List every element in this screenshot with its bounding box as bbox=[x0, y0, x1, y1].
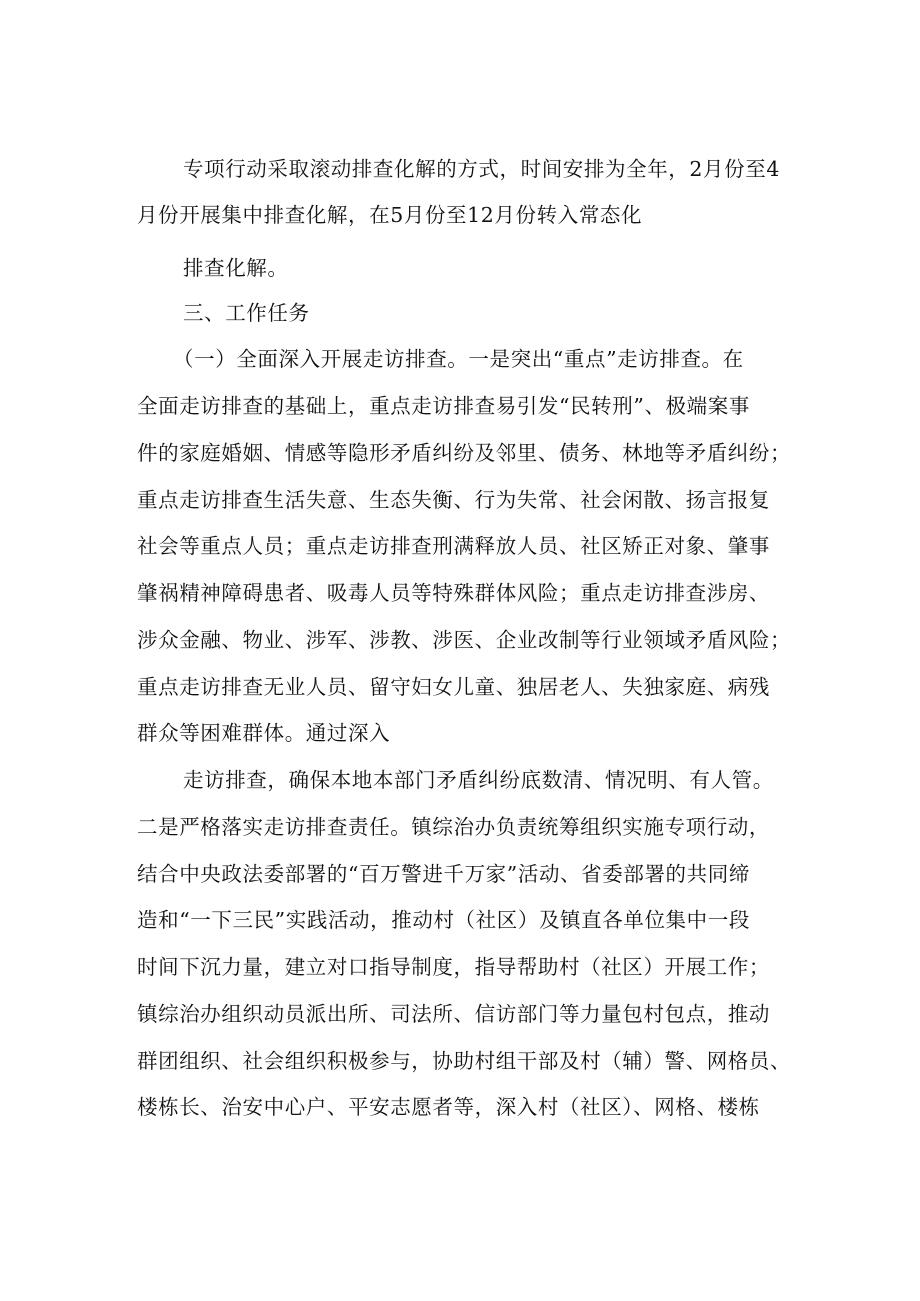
text-line-5: （一）全面深入开展走访排查。一是突出“重点”走访排查。在 bbox=[173, 347, 744, 371]
text-line-19: 镇综治办组织动员派出所、司法所、信访部门等力量包村包点，推动 bbox=[137, 1002, 770, 1026]
text-line-7: 件的家庭婚姻、情感等隐形矛盾纠纷及邻里、债务、林地等矛盾纠纷； bbox=[137, 441, 792, 465]
text-line-12: 重点走访排查无业人员、留守妇女儿童、独居老人、失独家庭、病残 bbox=[137, 675, 770, 699]
text-line-8: 重点走访排查生活失意、生态失衡、行为失常、社会闲散、扬言报复 bbox=[137, 488, 770, 512]
text-line-11: 涉众金融、物业、涉军、涉教、涉医、企业改制等行业领域矛盾风险； bbox=[137, 628, 792, 652]
text-line-15: 二是严格落实走访排查责任。镇综治办负责统筹组织实施专项行动， bbox=[137, 815, 770, 839]
text-line-13: 群众等困难群体。通过深入 bbox=[137, 721, 391, 745]
section-heading: 三、工作任务 bbox=[183, 301, 310, 325]
text-line-16: 结合中央政法委部署的“百万警进千万家”活动、省委部署的共同缔 bbox=[137, 862, 750, 886]
text-line-21: 楼栋长、治安中心户、平安志愿者等，深入村（社区）、网格、楼栋 bbox=[137, 1095, 760, 1119]
text-line-9: 社会等重点人员；重点走访排查刑满释放人员、社区矫正对象、肇事 bbox=[137, 534, 770, 558]
text-line-2: 月份开展集中排查化解，在5月份至12月份转入常态化 bbox=[137, 203, 643, 227]
text-line-17: 造和“一下三民”实践活动，推动村（社区）及镇直各单位集中一段 bbox=[137, 908, 750, 932]
text-line-1: 专项行动采取滚动排查化解的方式，时间安排为全年，2月份至4 bbox=[183, 157, 780, 181]
text-line-6: 全面走访排查的基础上，重点走访排查易引发“民转刑”、极端案事 bbox=[137, 394, 750, 418]
text-line-3: 排查化解。 bbox=[183, 256, 289, 280]
text-line-10: 肇祸精神障碍患者、吸毒人员等特殊群体风险；重点走访排查涉房、 bbox=[137, 581, 770, 605]
text-line-14: 走访排查，确保本地本部门矛盾纠纷底数清、情况明、有人管。 bbox=[183, 768, 774, 792]
text-line-20: 群团组织、社会组织积极参与，协助村组干部及村（辅）警、网格员、 bbox=[137, 1049, 792, 1073]
text-line-18: 时间下沉力量，建立对口指导制度，指导帮助村（社区）开展工作； bbox=[137, 955, 770, 979]
